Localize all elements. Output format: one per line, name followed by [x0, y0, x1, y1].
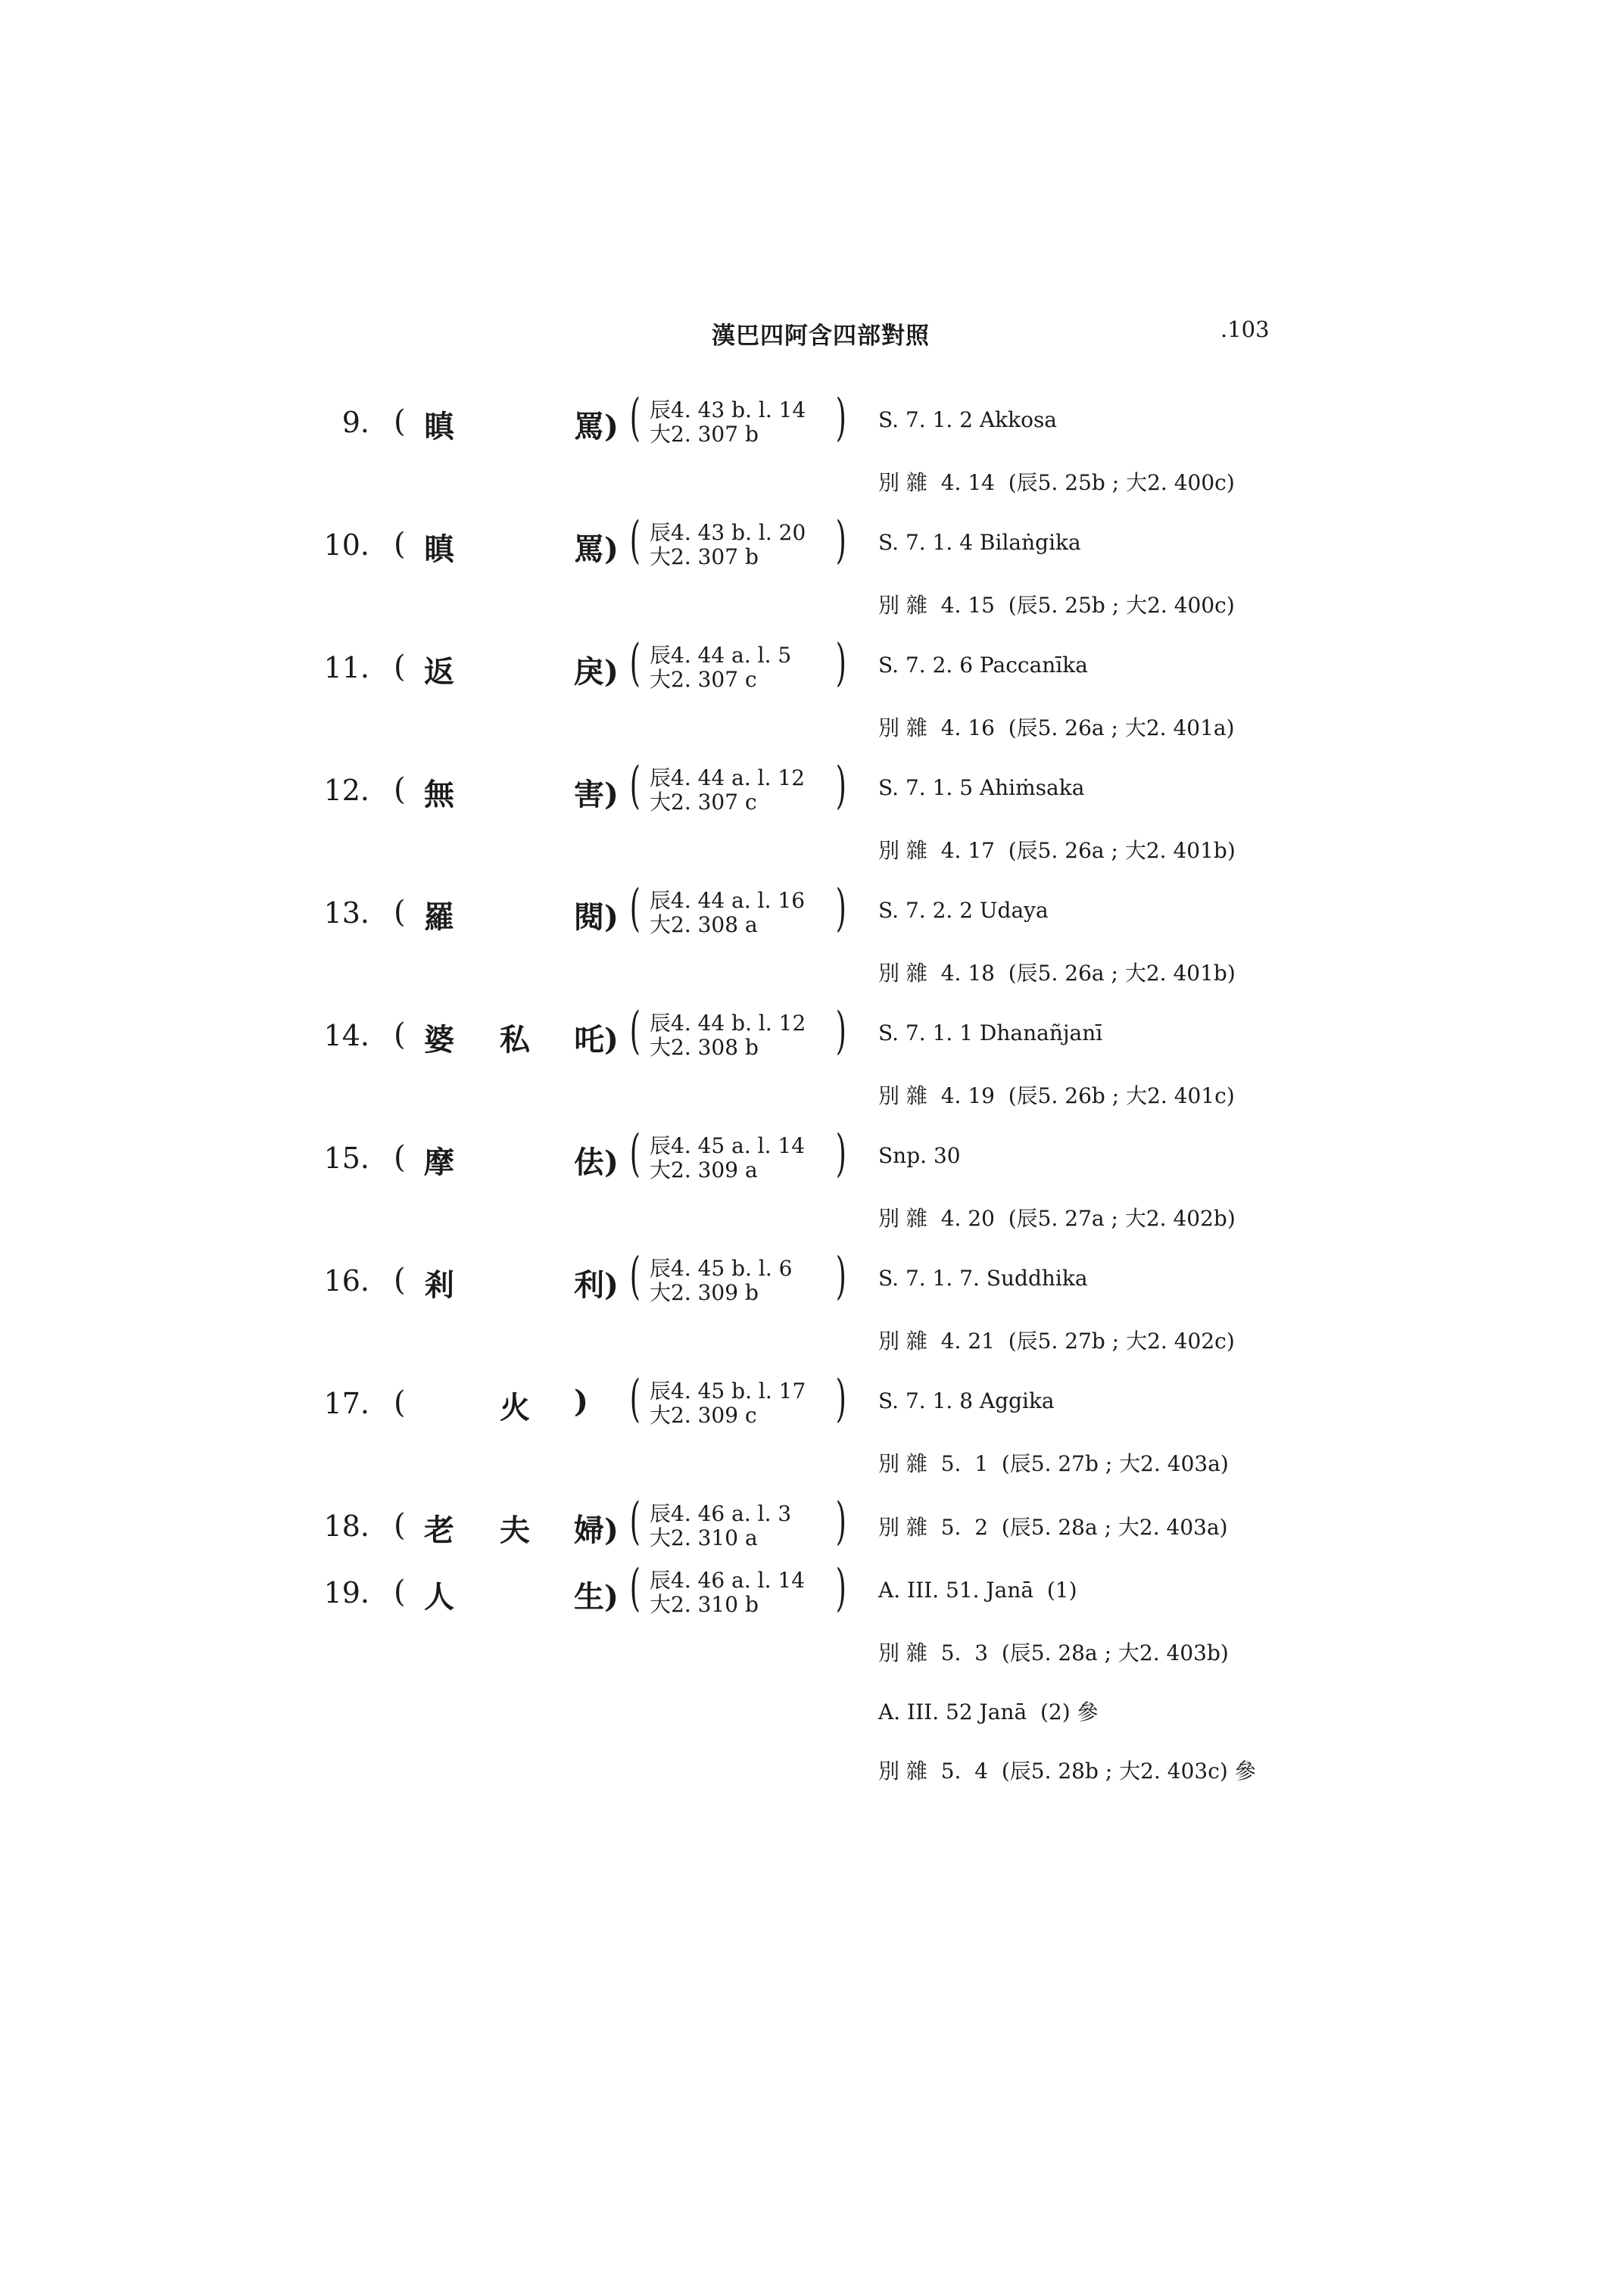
sutra-title-char: 害) [574, 777, 619, 812]
bracket-right: ) [835, 1002, 846, 1060]
sutra-title-char: 剎 [424, 1267, 454, 1303]
pali-parallel: S. 7. 1. 1 Dhanañjanī [878, 1020, 1103, 1045]
bracket-left: ( [629, 1369, 641, 1428]
ref-taisho: 大2. 309 c [650, 1403, 757, 1428]
sutra-title-char: 戾) [574, 654, 619, 690]
sutra-title-char: 夫 [500, 1513, 530, 1548]
parallel-line: 別 雜 4. 14 (辰5. 25b ; 大2. 400c) [878, 470, 1235, 495]
bracket-right: ) [835, 1369, 846, 1428]
reference-block [629, 1124, 854, 1182]
open-paren: ( [394, 1508, 406, 1543]
pali-parallel: S. 7. 1. 8 Aggika [878, 1388, 1055, 1413]
entry-number: 18. [323, 1509, 369, 1543]
reference-block [629, 1492, 854, 1550]
entry-row [0, 631, 1624, 740]
ref-taisho: 大2. 310 a [650, 1525, 758, 1550]
entry-number: 12. [323, 774, 369, 807]
ref-taisho: 大2. 310 b [650, 1592, 759, 1617]
entry-row [0, 754, 1624, 863]
bracket-right: ) [835, 1247, 846, 1305]
ref-taisho: 大2. 307 c [650, 667, 757, 692]
reference-block [629, 1559, 854, 1617]
sutra-title-char: 罵) [574, 531, 619, 567]
sutra-title-char: 瞋 [424, 531, 454, 567]
reference-block [629, 388, 854, 447]
bracket-right: ) [835, 879, 846, 937]
pali-parallel: A. III. 51. Janā (1) [878, 1578, 1077, 1603]
parallel-line: 別 雜 4. 17 (辰5. 26a ; 大2. 401b) [878, 838, 1236, 863]
page-number: .103 [1220, 316, 1270, 342]
bracket-right: ) [835, 388, 846, 447]
bracket-right: ) [835, 1124, 846, 1182]
reference-block [629, 1247, 854, 1305]
bracket-right: ) [835, 1559, 846, 1617]
bracket-right: ) [835, 1492, 846, 1550]
reference-block [629, 1369, 854, 1428]
ref-chen: 辰4. 44 a. l. 12 [650, 765, 806, 790]
sutra-title-char: 吒) [574, 1022, 619, 1058]
ref-chen: 辰4. 43 b. l. 20 [650, 520, 806, 545]
open-paren: ( [394, 650, 406, 684]
entry-number: 14. [323, 1019, 369, 1052]
entry-row [0, 386, 1624, 495]
bracket-right: ) [835, 756, 846, 815]
bracket-left: ( [629, 879, 641, 937]
reference-block [629, 634, 854, 692]
open-paren: ( [394, 1385, 406, 1420]
entry-number: 13. [323, 896, 369, 930]
pali-parallel: S. 7. 1. 2 Akkosa [878, 407, 1058, 432]
entry-row [0, 1556, 1624, 1784]
open-paren: ( [394, 1140, 406, 1175]
entry-number: 10. [323, 528, 369, 562]
bracket-left: ( [629, 1002, 641, 1060]
parallel-line: 別 雜 5. 4 (辰5. 28b ; 大2. 403c) 參 [878, 1759, 1256, 1784]
reference-block [629, 1002, 854, 1060]
bracket-left: ( [629, 1492, 641, 1550]
entry-number: 17. [323, 1387, 369, 1420]
open-paren: ( [394, 772, 406, 807]
entry-number: 9. [341, 406, 369, 439]
ref-taisho: 大2. 308 b [650, 1035, 759, 1060]
bracket-left: ( [629, 1247, 641, 1305]
pali-parallel: S. 7. 1. 4 Bilaṅgika [878, 530, 1081, 555]
parallel-line: 別 雜 4. 15 (辰5. 25b ; 大2. 400c) [878, 593, 1235, 618]
sutra-title-char: 閱) [574, 899, 619, 935]
sutra-title-char: 摩 [424, 1145, 454, 1180]
ref-chen: 辰4. 46 a. l. 3 [650, 1501, 792, 1526]
open-paren: ( [394, 1017, 406, 1052]
bracket-left: ( [629, 511, 641, 569]
ref-chen: 辰4. 46 a. l. 14 [650, 1568, 806, 1593]
parallel-line: 別 雜 5. 1 (辰5. 27b ; 大2. 403a) [878, 1451, 1229, 1476]
open-paren: ( [394, 527, 406, 562]
running-title: 漢巴四阿含四部對照 [712, 322, 930, 350]
pali-parallel: S. 7. 2. 2 Udaya [878, 898, 1049, 923]
entry-row [0, 1367, 1624, 1476]
entry-number: 11. [323, 651, 369, 684]
reference-block [629, 879, 854, 937]
sutra-title-char: 利) [574, 1267, 619, 1303]
sutra-title-char: 婦) [574, 1513, 619, 1548]
sutra-title-char: 罵) [574, 409, 619, 444]
entry-number: 15. [323, 1142, 369, 1175]
ref-chen: 辰4. 44 a. l. 5 [650, 643, 792, 668]
open-paren: ( [394, 1575, 406, 1609]
entry-row [0, 1122, 1624, 1231]
bracket-left: ( [629, 1124, 641, 1182]
open-paren: ( [394, 1263, 406, 1298]
pali-parallel: S. 7. 2. 6 Paccanīka [878, 653, 1088, 678]
sutra-title-char: 生) [574, 1579, 619, 1615]
sutra-title-char: 羅 [424, 899, 454, 935]
ref-chen: 辰4. 45 b. l. 6 [650, 1256, 793, 1281]
ref-chen: 辰4. 45 a. l. 14 [650, 1133, 806, 1158]
sutra-title-char: 婆 [424, 1022, 454, 1058]
parallel-line: 別 雜 4. 18 (辰5. 26a ; 大2. 401b) [878, 961, 1236, 986]
ref-taisho: 大2. 308 a [650, 912, 758, 937]
sutra-title-char: 人 [424, 1579, 454, 1615]
pali-parallel: 別 雜 5. 2 (辰5. 28a ; 大2. 403a) [878, 1515, 1228, 1540]
parallel-line: 別 雜 5. 3 (辰5. 28a ; 大2. 403b) [878, 1640, 1229, 1665]
ref-chen: 辰4. 43 b. l. 14 [650, 397, 806, 422]
ref-chen: 辰4. 44 a. l. 16 [650, 888, 806, 913]
sutra-title-char: 返 [424, 654, 454, 690]
bracket-left: ( [629, 388, 641, 447]
parallel-line: 別 雜 4. 16 (辰5. 26a ; 大2. 401a) [878, 715, 1235, 740]
pali-parallel: S. 7. 1. 7. Suddhika [878, 1266, 1088, 1291]
sutra-title-char: 無 [424, 777, 454, 812]
ref-taisho: 大2. 307 b [650, 422, 759, 447]
sutra-title-char: 佉) [574, 1145, 619, 1180]
sutra-title-char: 瞋 [424, 409, 454, 444]
ref-taisho: 大2. 307 b [650, 544, 759, 569]
entry-row [0, 1245, 1624, 1354]
pali-parallel: Snp. 30 [878, 1143, 961, 1168]
ref-taisho: 大2. 309 b [650, 1280, 759, 1305]
open-paren: ( [394, 895, 406, 930]
entry-row [0, 509, 1624, 618]
parallel-line: 別 雜 4. 20 (辰5. 27a ; 大2. 402b) [878, 1206, 1236, 1231]
entry-number: 19. [323, 1576, 369, 1609]
entry-row [0, 877, 1624, 986]
parallel-line: 別 雜 4. 21 (辰5. 27b ; 大2. 402c) [878, 1329, 1235, 1354]
sutra-title-char: ) [574, 1384, 588, 1419]
ref-chen: 辰4. 44 b. l. 12 [650, 1011, 806, 1036]
sutra-title-char: 老 [424, 1513, 454, 1548]
ref-chen: 辰4. 45 b. l. 17 [650, 1379, 806, 1404]
reference-block [629, 511, 854, 569]
entry-row [0, 999, 1624, 1108]
ref-taisho: 大2. 309 a [650, 1157, 758, 1182]
bracket-left: ( [629, 756, 641, 815]
sutra-title-char: 火 [500, 1390, 530, 1425]
parallel-line: A. III. 52 Janā (2) 參 [878, 1699, 1099, 1724]
parallel-line: 別 雜 4. 19 (辰5. 26b ; 大2. 401c) [878, 1083, 1235, 1108]
pali-parallel: S. 7. 1. 5 Ahiṁsaka [878, 775, 1085, 800]
bracket-left: ( [629, 1559, 641, 1617]
ref-taisho: 大2. 307 c [650, 790, 757, 815]
bracket-right: ) [835, 511, 846, 569]
reference-block [629, 756, 854, 815]
bracket-left: ( [629, 634, 641, 692]
open-paren: ( [394, 404, 406, 439]
sutra-title-char: 私 [500, 1022, 530, 1058]
entry-number: 16. [323, 1264, 369, 1298]
bracket-right: ) [835, 634, 846, 692]
